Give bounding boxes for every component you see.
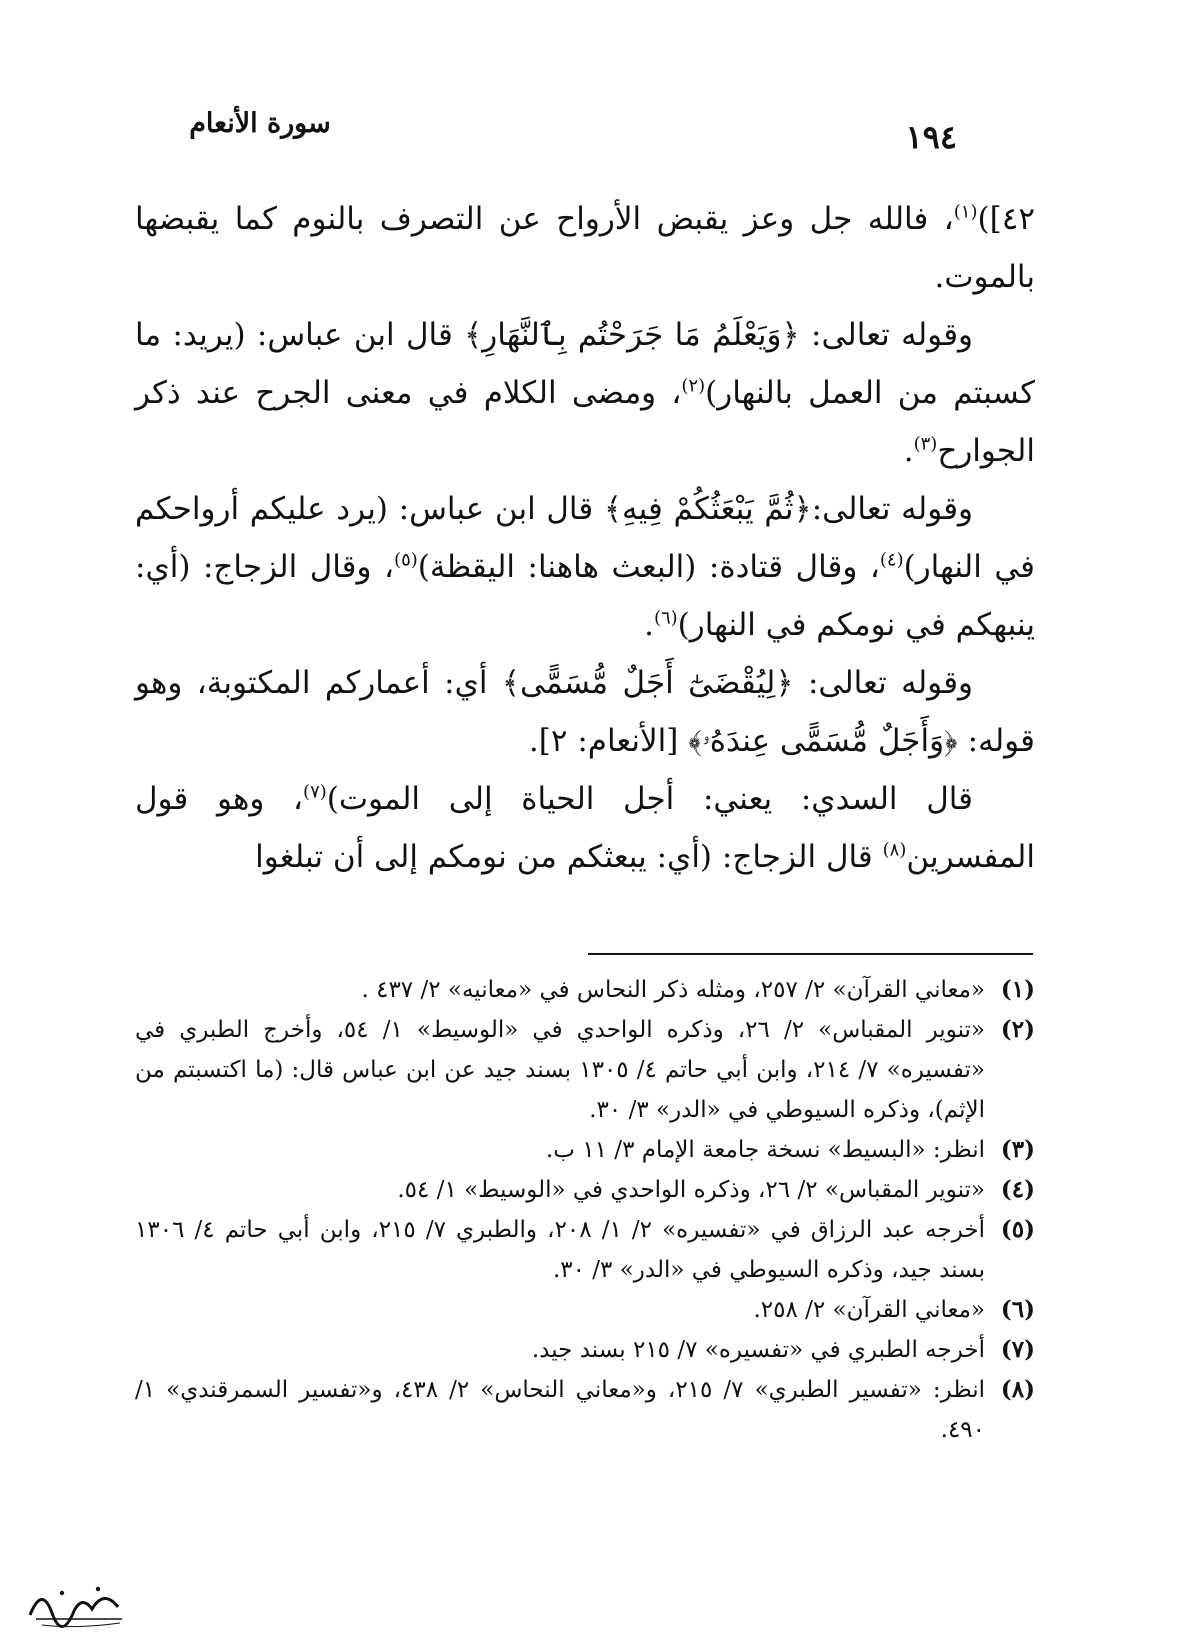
footnote-text: «معاني القرآن» ٢/ ٢٥٧، ومثله ذكر النحاس في «معانيه» ٢/ ٤٣٧ . bbox=[361, 977, 985, 1003]
footnote-ref[interactable]: (٥) bbox=[394, 549, 418, 571]
paragraph-2 bbox=[135, 306, 1035, 480]
publisher-logo-icon bbox=[22, 1575, 132, 1631]
footnote-ref[interactable]: (٢) bbox=[681, 375, 706, 397]
text-span: [الأنعام: ٢]. bbox=[528, 723, 689, 759]
footnote-item bbox=[135, 1290, 1035, 1330]
paragraph-3 bbox=[135, 480, 1035, 654]
footnote-item bbox=[135, 1130, 1035, 1170]
text-span: قال الزجاج: (أي: يبعثكم من نومكم إلى أن تبلغوا bbox=[255, 839, 883, 875]
footnote-ref[interactable]: (١) bbox=[953, 201, 978, 223]
footnote-ref[interactable]: (٤) bbox=[879, 549, 904, 571]
footnote-ref[interactable]: (٧) bbox=[303, 781, 327, 803]
footnote-text: «تنوير المقباس» ٢/ ٢٦، وذكره الواحدي في «الوسيط» ١/ ٥٤. bbox=[397, 1177, 985, 1203]
quran-verse: ﴿وَيَعْلَمُ مَا جَرَحْتُم بِٱلنَّهَارِ﴾ bbox=[464, 317, 800, 353]
text-span: ، ومضى الكلام في معنى الجرح عند ذكر الجوارح bbox=[135, 375, 1035, 469]
text-span: ، وهو قول المفسرين bbox=[135, 781, 1035, 875]
text-span: قال ابن عباس: (يريد: ما كسبتم من العمل بالنهار) bbox=[135, 317, 1035, 411]
text-span: أي: أعماركم المكتوبة، وهو قوله: bbox=[135, 665, 1035, 759]
footnote-item bbox=[135, 1010, 1035, 1130]
quran-verse: ﴿وَأَجَلٌ مُّسَمًّى عِندَهُۥ﴾ bbox=[688, 723, 958, 759]
text-span: ، فالله جل وعز يقبض الأرواح عن التصرف بالنوم كما يقبضها بالموت. bbox=[135, 201, 1035, 295]
footnote-item bbox=[135, 1370, 1035, 1450]
footnote-item bbox=[135, 1170, 1035, 1210]
text-span: وقوله تعالى: bbox=[793, 665, 973, 701]
footnote-number: (٤) bbox=[1000, 1176, 1035, 1203]
quran-verse: ﴿لِيُقْضَىٰٓ أَجَلٌ مُّسَمًّى﴾ bbox=[501, 665, 794, 701]
footnote-text: انظر: «البسيط» نسخة جامعة الإمام ٣/ ١١ ب. bbox=[546, 1137, 985, 1163]
footnote-item bbox=[135, 1210, 1035, 1290]
text-span: ، وقال قتادة: (البعث هاهنا: اليقظة) bbox=[417, 549, 880, 585]
footnotes bbox=[135, 970, 1035, 1450]
footnote-divider bbox=[588, 953, 1033, 955]
footnote-ref[interactable]: (٦) bbox=[653, 607, 678, 629]
text-span: ٤٢]) bbox=[977, 201, 1035, 237]
footnote-item bbox=[135, 970, 1035, 1010]
footnote-item bbox=[135, 1330, 1035, 1370]
main-text bbox=[135, 190, 1035, 886]
surah-title: سورة الأنعام bbox=[189, 108, 331, 139]
footnote-ref[interactable]: (٣) bbox=[913, 433, 938, 455]
footnote-number: (٧) bbox=[1000, 1336, 1035, 1363]
footnote-number: (٣) bbox=[1000, 1136, 1035, 1163]
footnote-number: (١) bbox=[1000, 976, 1035, 1003]
footnote-text: «معاني القرآن» ٢/ ٢٥٨. bbox=[753, 1297, 985, 1323]
footnote-number: (٦) bbox=[1000, 1296, 1035, 1323]
quran-verse: ﴿ثُمَّ يَبْعَثُكُمْ فِيهِ﴾ bbox=[603, 491, 812, 527]
footnote-number: (٢) bbox=[1000, 1016, 1035, 1043]
text-span: ، وقال الزجاج: (أي: ينبهكم في نومكم في النهار) bbox=[135, 549, 1035, 643]
footnote-text: «تنوير المقباس» ٢/ ٢٦، وذكره الواحدي في «الوسيط» ١/ ٥٤، وأخرج الطبري في «تفسيره» ٧/ ٢١٤، وابن أبي حاتم ٤/ ١٣٠٥ بسند جيد عن ابن عباس قال: (ما اكتسبتم من الإثم)، وذكره السيوطي في «الدر» ٣/ ٣٠. bbox=[135, 1017, 985, 1123]
paragraph-1 bbox=[135, 190, 1035, 306]
page-number: ١٩٤ bbox=[905, 118, 957, 156]
paragraph-4 bbox=[135, 654, 1035, 770]
footnote-ref[interactable]: (٨) bbox=[882, 839, 907, 861]
text-span: قال ابن عباس: (يرد عليكم أرواحكم في النهار) bbox=[135, 491, 1036, 585]
footnote-text: أخرجه الطبري في «تفسيره» ٧/ ٢١٥ بسند جيد. bbox=[531, 1337, 985, 1363]
text-span: قال السدي: يعني: أجل الحياة إلى الموت) bbox=[326, 781, 973, 817]
text-span: وقوله تعالى: bbox=[799, 317, 973, 353]
footnote-text: أخرجه عبد الرزاق في «تفسيره» ٢/ ١/ ٢٠٨، والطبري ٧/ ٢١٥، وابن أبي حاتم ٤/ ١٣٠٦ بسند جيد، وذكره السيوطي في «الدر» ٣/ ٣٠. bbox=[135, 1217, 986, 1283]
footnote-number: (٥) bbox=[1000, 1216, 1035, 1243]
text-span: وقوله تعالى: bbox=[811, 491, 973, 527]
text-span: . bbox=[644, 607, 654, 643]
footnote-number: (٨) bbox=[1000, 1376, 1035, 1403]
footnote-text: انظر: «تفسير الطبري» ٧/ ٢١٥، و«معاني النحاس» ٢/ ٤٣٨، و«تفسير السمرقندي» ١/ ٤٩٠. bbox=[135, 1377, 985, 1443]
paragraph-5 bbox=[135, 770, 1035, 886]
text-span: . bbox=[903, 433, 914, 469]
